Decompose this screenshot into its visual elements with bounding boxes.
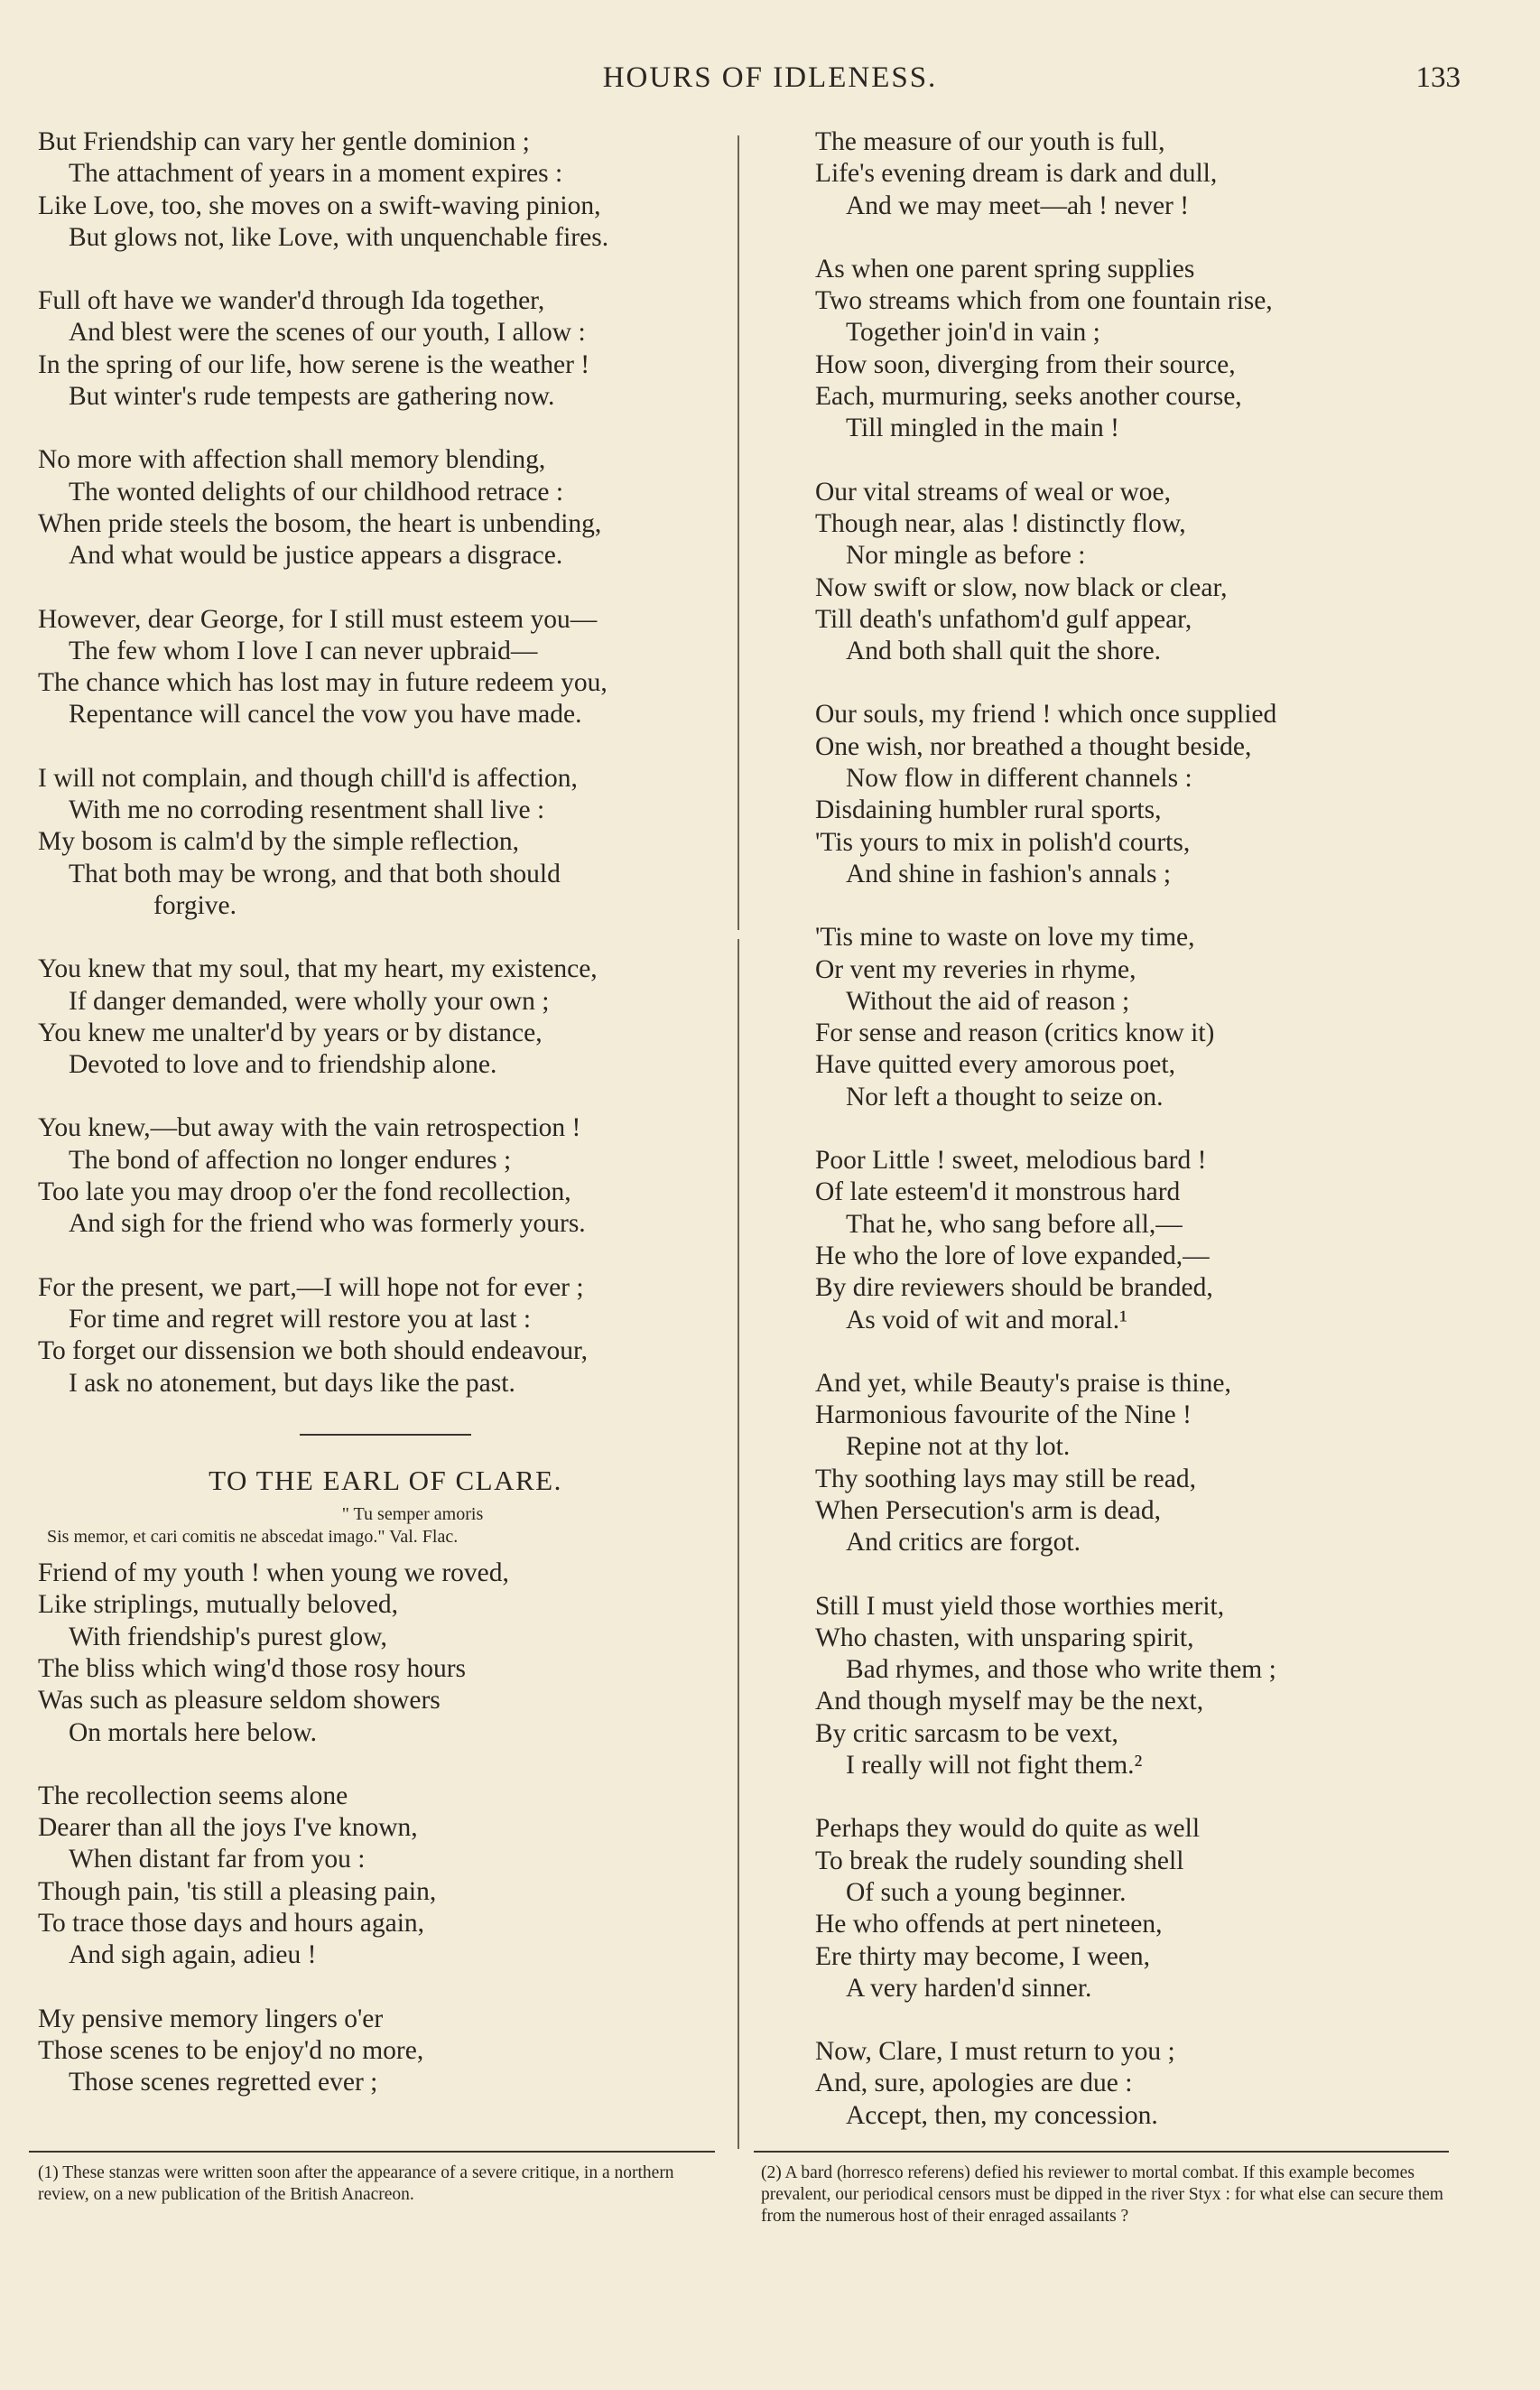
verse-line: Now swift or slow, now black or clear, — [815, 572, 1228, 602]
epigraph-line: Sis memor, et cari comitis ne abscedat imago." Val. Flac. — [47, 1527, 459, 1548]
stanza — [38, 1272, 733, 1400]
verse-line: My bosom is calm'd by the simple reflection, — [38, 827, 519, 857]
column-divider-upper — [738, 135, 739, 930]
stanza — [38, 444, 733, 572]
stanza — [38, 1558, 733, 1749]
verse-line: 'Tis mine to waste on love my time, — [815, 923, 1195, 953]
stanza — [815, 126, 1483, 222]
epigraph-line: " Tu semper amoris — [341, 1504, 484, 1525]
stanza — [815, 254, 1483, 445]
verse-line: When Persecution's arm is dead, — [815, 1495, 1161, 1525]
verse-line: That both may be wrong, and that both should — [69, 859, 561, 888]
verse-line: Too late you may droop o'er the fond recollection, — [38, 1177, 571, 1207]
verse-line: If danger demanded, were wholly your own ; — [69, 986, 550, 1016]
verse-line: Like striplings, mutually beloved, — [38, 1590, 399, 1620]
footnote-rule — [754, 2151, 1449, 2153]
verse-line: However, dear George, for I still must esteem you— — [38, 604, 598, 634]
verse-line: When pride steels the bosom, the heart is unbending, — [38, 508, 602, 538]
verse-line: That he, who sang before all,— — [846, 1209, 1183, 1239]
verse-line: And, sure, apologies are due : — [815, 2069, 1133, 2098]
stanza — [38, 126, 733, 254]
stanza — [815, 699, 1483, 890]
verse-line: He who offends at pert nineteen, — [815, 1910, 1163, 1939]
left-column — [38, 126, 733, 2131]
verse-line: For the present, we part,—I will hope not for ever ; — [38, 1272, 584, 1302]
verse-line: Nor left a thought to seize on. — [846, 1082, 1164, 1111]
stanza — [38, 953, 733, 1081]
verse-line: Thy soothing lays may still be read, — [815, 1464, 1196, 1493]
verse-line: Two streams which from one fountain rise, — [815, 286, 1273, 316]
verse-line: A very harden'd sinner. — [846, 1973, 1092, 2003]
verse-line: When distant far from you : — [69, 1845, 366, 1874]
verse-line: On mortals here below. — [69, 1717, 317, 1747]
verse-line: And sigh again, adieu ! — [69, 1940, 317, 1970]
page-number: 133 — [1415, 61, 1461, 94]
verse-line: Full oft have we wander'd through Ida together, — [38, 286, 545, 316]
stanza — [815, 1145, 1483, 1336]
verse-line: He who the lore of love expanded,— — [815, 1241, 1210, 1270]
verse-line: Who chasten, with unsparing spirit, — [815, 1623, 1194, 1652]
verse-line: Have quitted every amorous poet, — [815, 1050, 1175, 1080]
verse-line: The chance which has lost may in future redeem you, — [38, 668, 608, 698]
verse-line: Repine not at thy lot. — [846, 1432, 1071, 1462]
verse-line: The measure of our youth is full, — [815, 127, 1165, 156]
verse-line: And sigh for the friend who was formerly yours. — [69, 1209, 586, 1239]
verse-line: In the spring of our life, how serene is the weather ! — [38, 349, 590, 379]
verse-line: The few whom I love I can never upbraid— — [69, 636, 538, 665]
verse-line: I ask no atonement, but days like the past. — [69, 1368, 515, 1398]
verse-line: Till death's unfathom'd gulf appear, — [815, 604, 1192, 634]
page-header — [0, 54, 1540, 108]
verse-line: The bliss which wing'd those rosy hours — [38, 1653, 467, 1683]
verse-line: And we may meet—ah ! never ! — [846, 191, 1190, 220]
verse-line: Life's evening dream is dark and dull, — [815, 159, 1218, 189]
verse-line: Still I must yield those worthies merit, — [815, 1591, 1225, 1621]
verse-line: Perhaps they would do quite as well — [815, 1814, 1201, 1844]
verse-line: Ere thirty may become, I ween, — [815, 1941, 1151, 1971]
verse-line: Like Love, too, she moves on a swift-waving pinion, — [38, 191, 601, 220]
verse-line: Disdaining humbler rural sports, — [815, 795, 1162, 825]
verse-line: Now flow in different channels : — [846, 764, 1192, 794]
verse-line: And yet, while Beauty's praise is thine, — [815, 1368, 1231, 1398]
verse-line: I really will not fight them.² — [846, 1751, 1143, 1781]
verse-line: With friendship's purest glow, — [69, 1622, 387, 1651]
poem-stanzas — [38, 1558, 733, 2098]
footnote-1: (1) These stanzas were written soon after the appearance of a severe critique, in a northern review, on a new publication of the British Anacreon. — [38, 2163, 674, 2204]
verse-line: The bond of affection no longer endures ; — [69, 1145, 512, 1175]
verse-line: Without the aid of reason ; — [846, 986, 1130, 1016]
running-title: HOURS OF IDLENESS. — [602, 61, 938, 94]
verse-line: Our vital streams of weal or woe, — [815, 477, 1172, 507]
verse-line: But winter's rude tempests are gathering now. — [69, 382, 555, 412]
poem-stanzas-continued — [38, 126, 733, 1400]
verse-line: And both shall quit the shore. — [846, 637, 1162, 666]
verse-line: Those scenes to be enjoy'd no more, — [38, 2035, 424, 2065]
verse-line: Those scenes regretted ever ; — [69, 2068, 378, 2097]
verse-line: Accept, then, my concession. — [846, 2100, 1158, 2130]
verse-line: Though near, alas ! distinctly flow, — [815, 508, 1186, 538]
poem-stanzas-right — [815, 126, 1483, 2132]
verse-line: Harmonious favourite of the Nine ! — [815, 1400, 1192, 1430]
stanza — [38, 2004, 733, 2099]
stanza — [38, 604, 733, 731]
verse-line: By critic sarcasm to be vext, — [815, 1718, 1118, 1748]
verse-line: One wish, nor breathed a thought beside, — [815, 731, 1252, 761]
verse-line: Was such as pleasure seldom showers — [38, 1686, 441, 1716]
verse-line: Together join'd in vain ; — [846, 318, 1100, 348]
verse-line: You knew that my soul, that my heart, my existence, — [38, 954, 598, 984]
verse-line: But Friendship can vary her gentle dominion ; — [38, 127, 530, 156]
verse-line: The recollection seems alone — [38, 1781, 348, 1810]
poem-title: TO THE EARL OF CLARE. — [209, 1464, 562, 1496]
verse-line: Of late esteem'd it monstrous hard — [815, 1177, 1181, 1207]
verse-line: Bad rhymes, and those who write them ; — [846, 1655, 1276, 1685]
verse-line: 'Tis yours to mix in polish'd courts, — [815, 827, 1191, 857]
stanza — [815, 1813, 1483, 2004]
stanza — [38, 285, 733, 413]
epigraph — [38, 1503, 733, 1548]
verse-line: Each, murmuring, seeks another course, — [815, 382, 1242, 412]
verse-line: And what would be justice appears a disgrace. — [69, 541, 563, 571]
stanza — [38, 1781, 733, 1972]
verse-line: For sense and reason (critics know it) — [815, 1018, 1215, 1048]
stanza — [38, 1112, 733, 1240]
stanza — [38, 763, 733, 922]
verse-line: Now, Clare, I must return to you ; — [815, 2037, 1175, 2067]
verse-line: With me no corroding resentment shall live : — [69, 795, 545, 825]
right-column — [815, 126, 1483, 2163]
verse-line: The attachment of years in a moment expires : — [69, 159, 563, 189]
stanza — [815, 2036, 1483, 2132]
verse-line: As when one parent spring supplies — [815, 254, 1195, 284]
stanza — [815, 477, 1483, 668]
verse-line: For time and regret will restore you at last : — [69, 1304, 532, 1334]
verse-line: Though pain, 'tis still a pleasing pain, — [38, 1876, 437, 1906]
stanza — [815, 1591, 1483, 1782]
verse-line: And critics are forgot. — [846, 1528, 1081, 1558]
verse-line: You knew,—but away with the vain retrospection ! — [38, 1113, 581, 1143]
verse-line: Till mingled in the main ! — [846, 414, 1119, 443]
verse-line: Poor Little ! sweet, melodious bard ! — [815, 1146, 1207, 1176]
verse-line: To trace those days and hours again, — [38, 1909, 425, 1939]
verse-line: How soon, diverging from their source, — [815, 349, 1236, 379]
verse-line: forgive. — [153, 890, 237, 920]
verse-line: Friend of my youth ! when young we roved, — [38, 1558, 509, 1588]
verse-line: I will not complain, and though chill'd is affection, — [38, 763, 578, 793]
verse-line: My pensive memory lingers o'er — [38, 2004, 384, 2033]
verse-line: Of such a young beginner. — [846, 1877, 1127, 1907]
verse-line: No more with affection shall memory blending, — [38, 445, 546, 475]
column-divider-lower — [738, 939, 739, 2149]
verse-line: Or vent my reveries in rhyme, — [815, 954, 1136, 984]
verse-line: And though myself may be the next, — [815, 1687, 1204, 1716]
verse-line: Our souls, my friend ! which once supplied — [815, 700, 1277, 730]
verse-line: Devoted to love and to friendship alone. — [69, 1050, 497, 1080]
stanza — [815, 1368, 1483, 1559]
section-separator — [300, 1434, 471, 1436]
verse-line: But glows not, like Love, with unquenchable fires. — [69, 222, 609, 252]
verse-line: To forget our dissension we both should endeavour, — [38, 1336, 589, 1366]
verse-line: You knew me unalter'd by years or by distance, — [38, 1018, 543, 1047]
verse-line: Dearer than all the joys I've known, — [38, 1813, 418, 1843]
verse-line: The wonted delights of our childhood retrace : — [69, 477, 564, 507]
stanza — [815, 922, 1483, 1113]
verse-line: To break the rudely sounding shell — [815, 1846, 1184, 1875]
verse-line: By dire reviewers should be branded, — [815, 1273, 1213, 1303]
verse-line: Nor mingle as before : — [846, 541, 1086, 571]
verse-line: As void of wit and moral.¹ — [846, 1305, 1127, 1334]
footnote-2: (2) A bard (horresco referens) defied his reviewer to mortal combat. If this example becomes prevalent, our periodical censors must be dipped in the river Styx : for what else can secure them from the numerous host of their enraged assailants ? — [761, 2163, 1443, 2226]
verse-line: And shine in fashion's annals ; — [846, 859, 1172, 888]
verse-line: Repentance will cancel the vow you have made. — [69, 700, 582, 730]
verse-line: And blest were the scenes of our youth, I allow : — [69, 318, 586, 348]
footnote-rule — [29, 2151, 715, 2153]
